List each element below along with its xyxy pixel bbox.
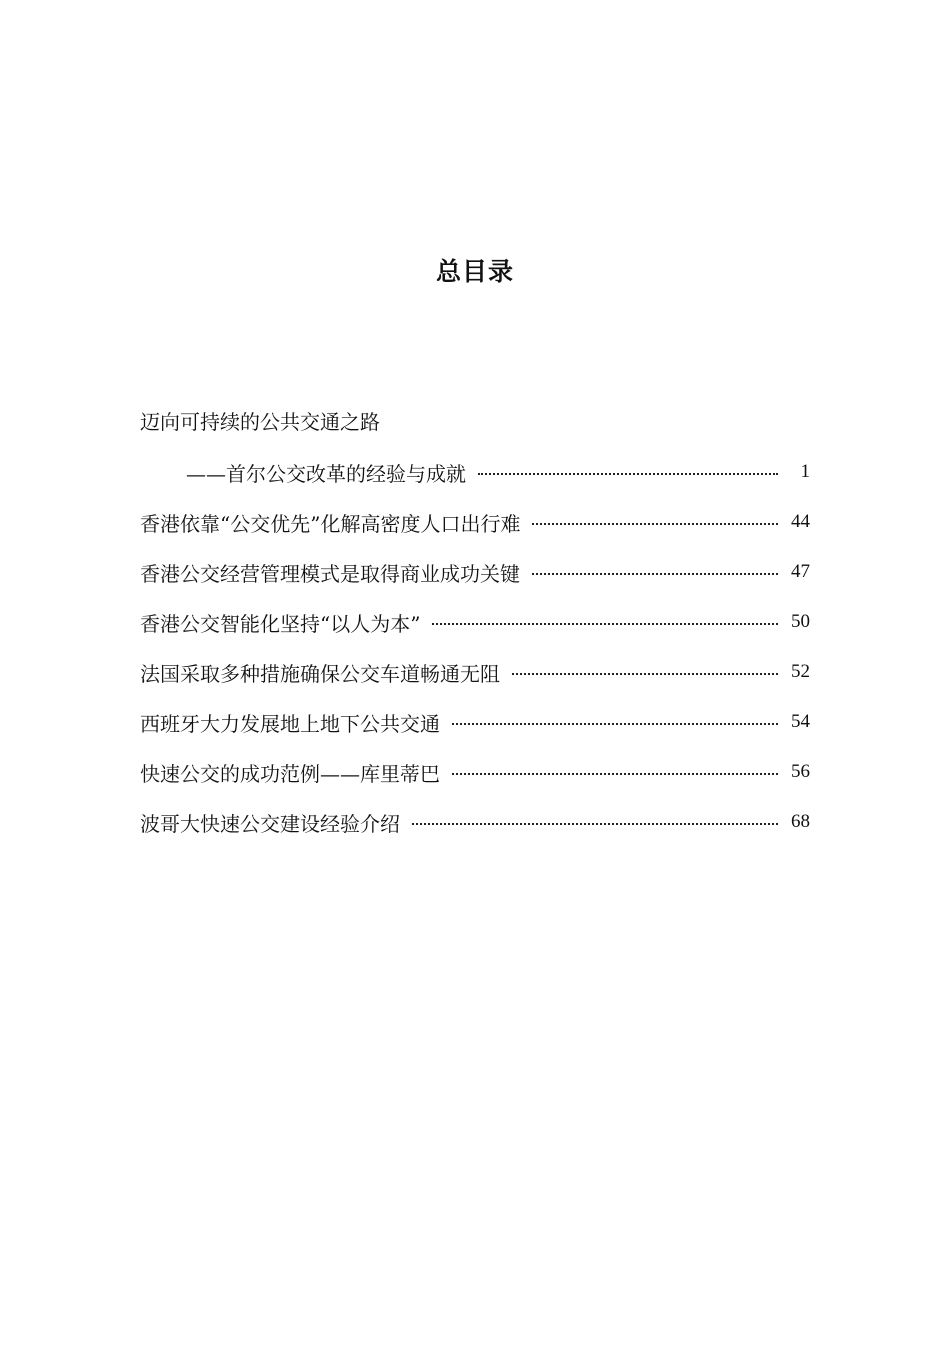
toc-entry-label: 波哥大快速公交建设经验介绍	[140, 811, 400, 836]
toc-leader-dots	[452, 723, 778, 725]
toc-entry-page: 44	[791, 511, 810, 532]
toc-leader-dots	[512, 673, 778, 675]
toc-entry-page: 50	[791, 611, 810, 632]
toc-leader-dots	[412, 823, 778, 825]
toc-entry-label: 香港依靠“公交优先”化解高密度人口出行难	[140, 511, 521, 536]
toc-entry-page: 68	[791, 811, 810, 832]
toc-leader-dots	[478, 473, 778, 475]
toc-entry-page: 52	[791, 661, 810, 682]
toc-entry[interactable]	[140, 454, 810, 490]
table-of-contents	[140, 404, 810, 854]
page-title: 总目录	[435, 257, 514, 286]
toc-entry-page: 47	[791, 561, 810, 582]
toc-entry[interactable]	[140, 804, 810, 840]
toc-entry-label: 西班牙大力发展地上地下公共交通	[140, 711, 440, 736]
toc-entry[interactable]	[140, 654, 810, 690]
toc-leader-dots	[432, 623, 778, 625]
toc-entry-page: 56	[791, 761, 810, 782]
toc-entry[interactable]	[140, 604, 810, 640]
toc-entry-label: 香港公交智能化坚持“以人为本”	[140, 611, 421, 636]
toc-entry-title-line: 迈向可持续的公共交通之路	[140, 410, 380, 434]
toc-entry-label: 香港公交经营管理模式是取得商业成功关键	[140, 561, 520, 586]
toc-entry-label: 快速公交的成功范例——库里蒂巴	[140, 761, 440, 786]
toc-entry-label: ——首尔公交改革的经验与成就	[186, 461, 466, 486]
toc-entry-page: 1	[800, 461, 810, 482]
toc-entry[interactable]	[140, 554, 810, 590]
toc-entry[interactable]	[140, 704, 810, 740]
toc-leader-dots	[452, 773, 778, 775]
toc-leader-dots	[532, 573, 778, 575]
toc-entry-label: 法国采取多种措施确保公交车道畅通无阻	[140, 661, 500, 686]
toc-entry[interactable]	[140, 504, 810, 540]
toc-entry-page: 54	[791, 711, 810, 732]
toc-leader-dots	[532, 523, 778, 525]
toc-entry[interactable]	[140, 754, 810, 790]
